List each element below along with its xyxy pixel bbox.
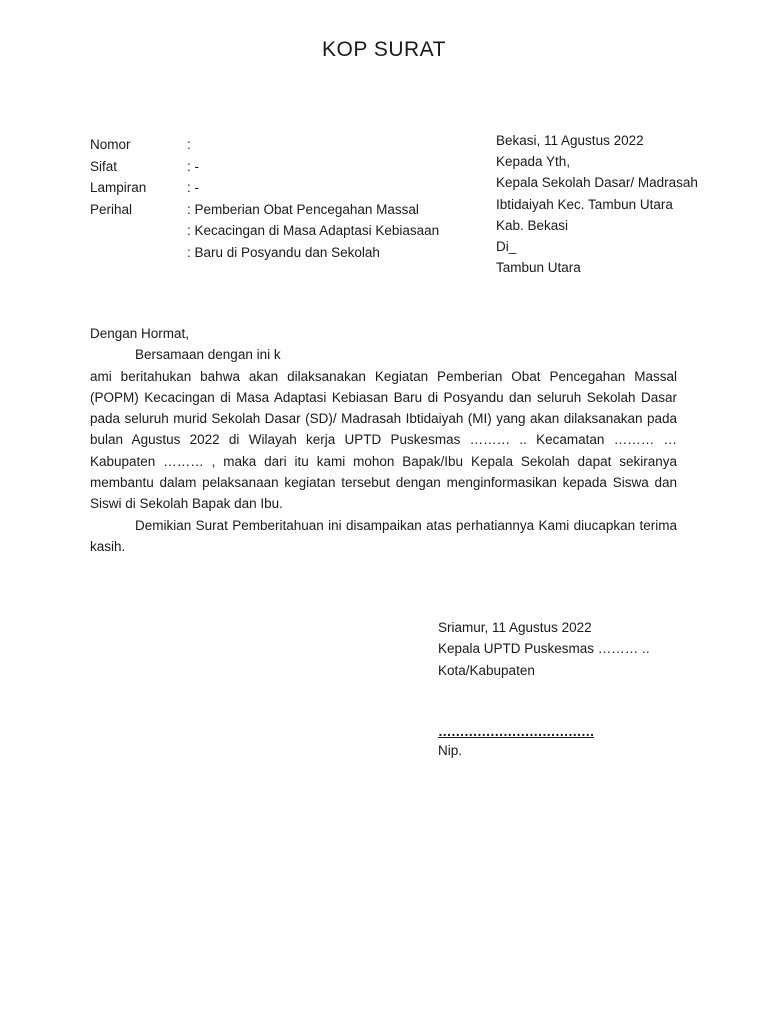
address-line: Tambun Utara (496, 260, 581, 276)
meta-label: Perihal (90, 201, 133, 217)
letter-body (90, 323, 677, 557)
signature-name-placeholder: ……………………………… (438, 724, 594, 739)
address-line: Kepala Sekolah Dasar/ Madrasah (496, 175, 698, 191)
meta-row-lampiran (90, 177, 439, 199)
meta-value: : Pemberian Obat Pencegahan Massal (187, 201, 419, 217)
body-paragraph: ami beritahukan bahwa akan dilaksanakan Kegiatan Pemberian Obat Pencegahan Massal (POPM) Kecacingan di Masa Adaptasi Kebiasan Baru di Posyandu dan seluruh Sekolah Dasar pada seluruh murid Sekolah Dasar (SD)/ Madrasah Ibtidaiyah (MI) yang akan dilaksanakan pada bulan Agustus 2022 di Wilayah kerja UPTD Puskesmas ……… .. Kecamatan ……… … Kabupaten ……… , maka dari itu kami mohon Bapak/Ibu Kepala Sekolah dapat sekiranya membantu dalam pelaksanaan kegiatan tersebut dengan menginformasikan kepada Siswa dan Siswi di Sekolah Bapak dan Ibu. (90, 368, 677, 512)
meta-value: : (187, 137, 191, 152)
meta-value: : - (187, 180, 199, 195)
address-line: Kab. Bekasi (496, 217, 569, 233)
meta-label (90, 242, 187, 264)
meta-row-nomor (90, 134, 439, 156)
signature-date: Sriamur, 11 Agustus 2022 (438, 620, 592, 635)
meta-value: : Baru di Posyandu dan Sekolah (187, 244, 380, 260)
meta-label: Sifat (90, 158, 118, 174)
meta-label: Nomor (90, 137, 131, 152)
meta-value: : Kecacingan di Masa Adaptasi Kebiasaan (187, 223, 440, 238)
meta-label: Lampiran (90, 180, 147, 195)
signature-nip: Nip. (438, 743, 463, 758)
signature-title: Kepala UPTD Puskesmas ……… .. (438, 641, 650, 657)
letter-date: Bekasi, 11 Agustus 2022 (496, 133, 644, 148)
intro-line: Bersamaan dengan ini k (135, 347, 281, 363)
meta-row-sifat (90, 156, 439, 178)
meta-value: : - (187, 158, 199, 174)
meta-label (90, 220, 187, 242)
closing-paragraph: Demikian Surat Pemberitahuan ini disampaikan atas perhatiannya Kami diucapkan terima kasih. (90, 517, 677, 554)
meta-row-perihal-cont (90, 220, 439, 242)
meta-row-perihal (90, 199, 439, 221)
signature-block (438, 617, 650, 681)
recipient-address (496, 130, 698, 278)
signature-region: Kota/Kabupaten (438, 662, 535, 678)
address-line: Kepada Yth, (496, 154, 571, 170)
letter-meta (90, 134, 439, 263)
address-line: Ibtidaiyah Kec. Tambun Utara (496, 196, 673, 212)
greeting: Dengan Hormat, (90, 326, 190, 341)
letterhead-title: KOP SURAT (322, 38, 446, 61)
meta-row-perihal-cont (90, 242, 439, 264)
address-line: Di_ (496, 238, 517, 254)
